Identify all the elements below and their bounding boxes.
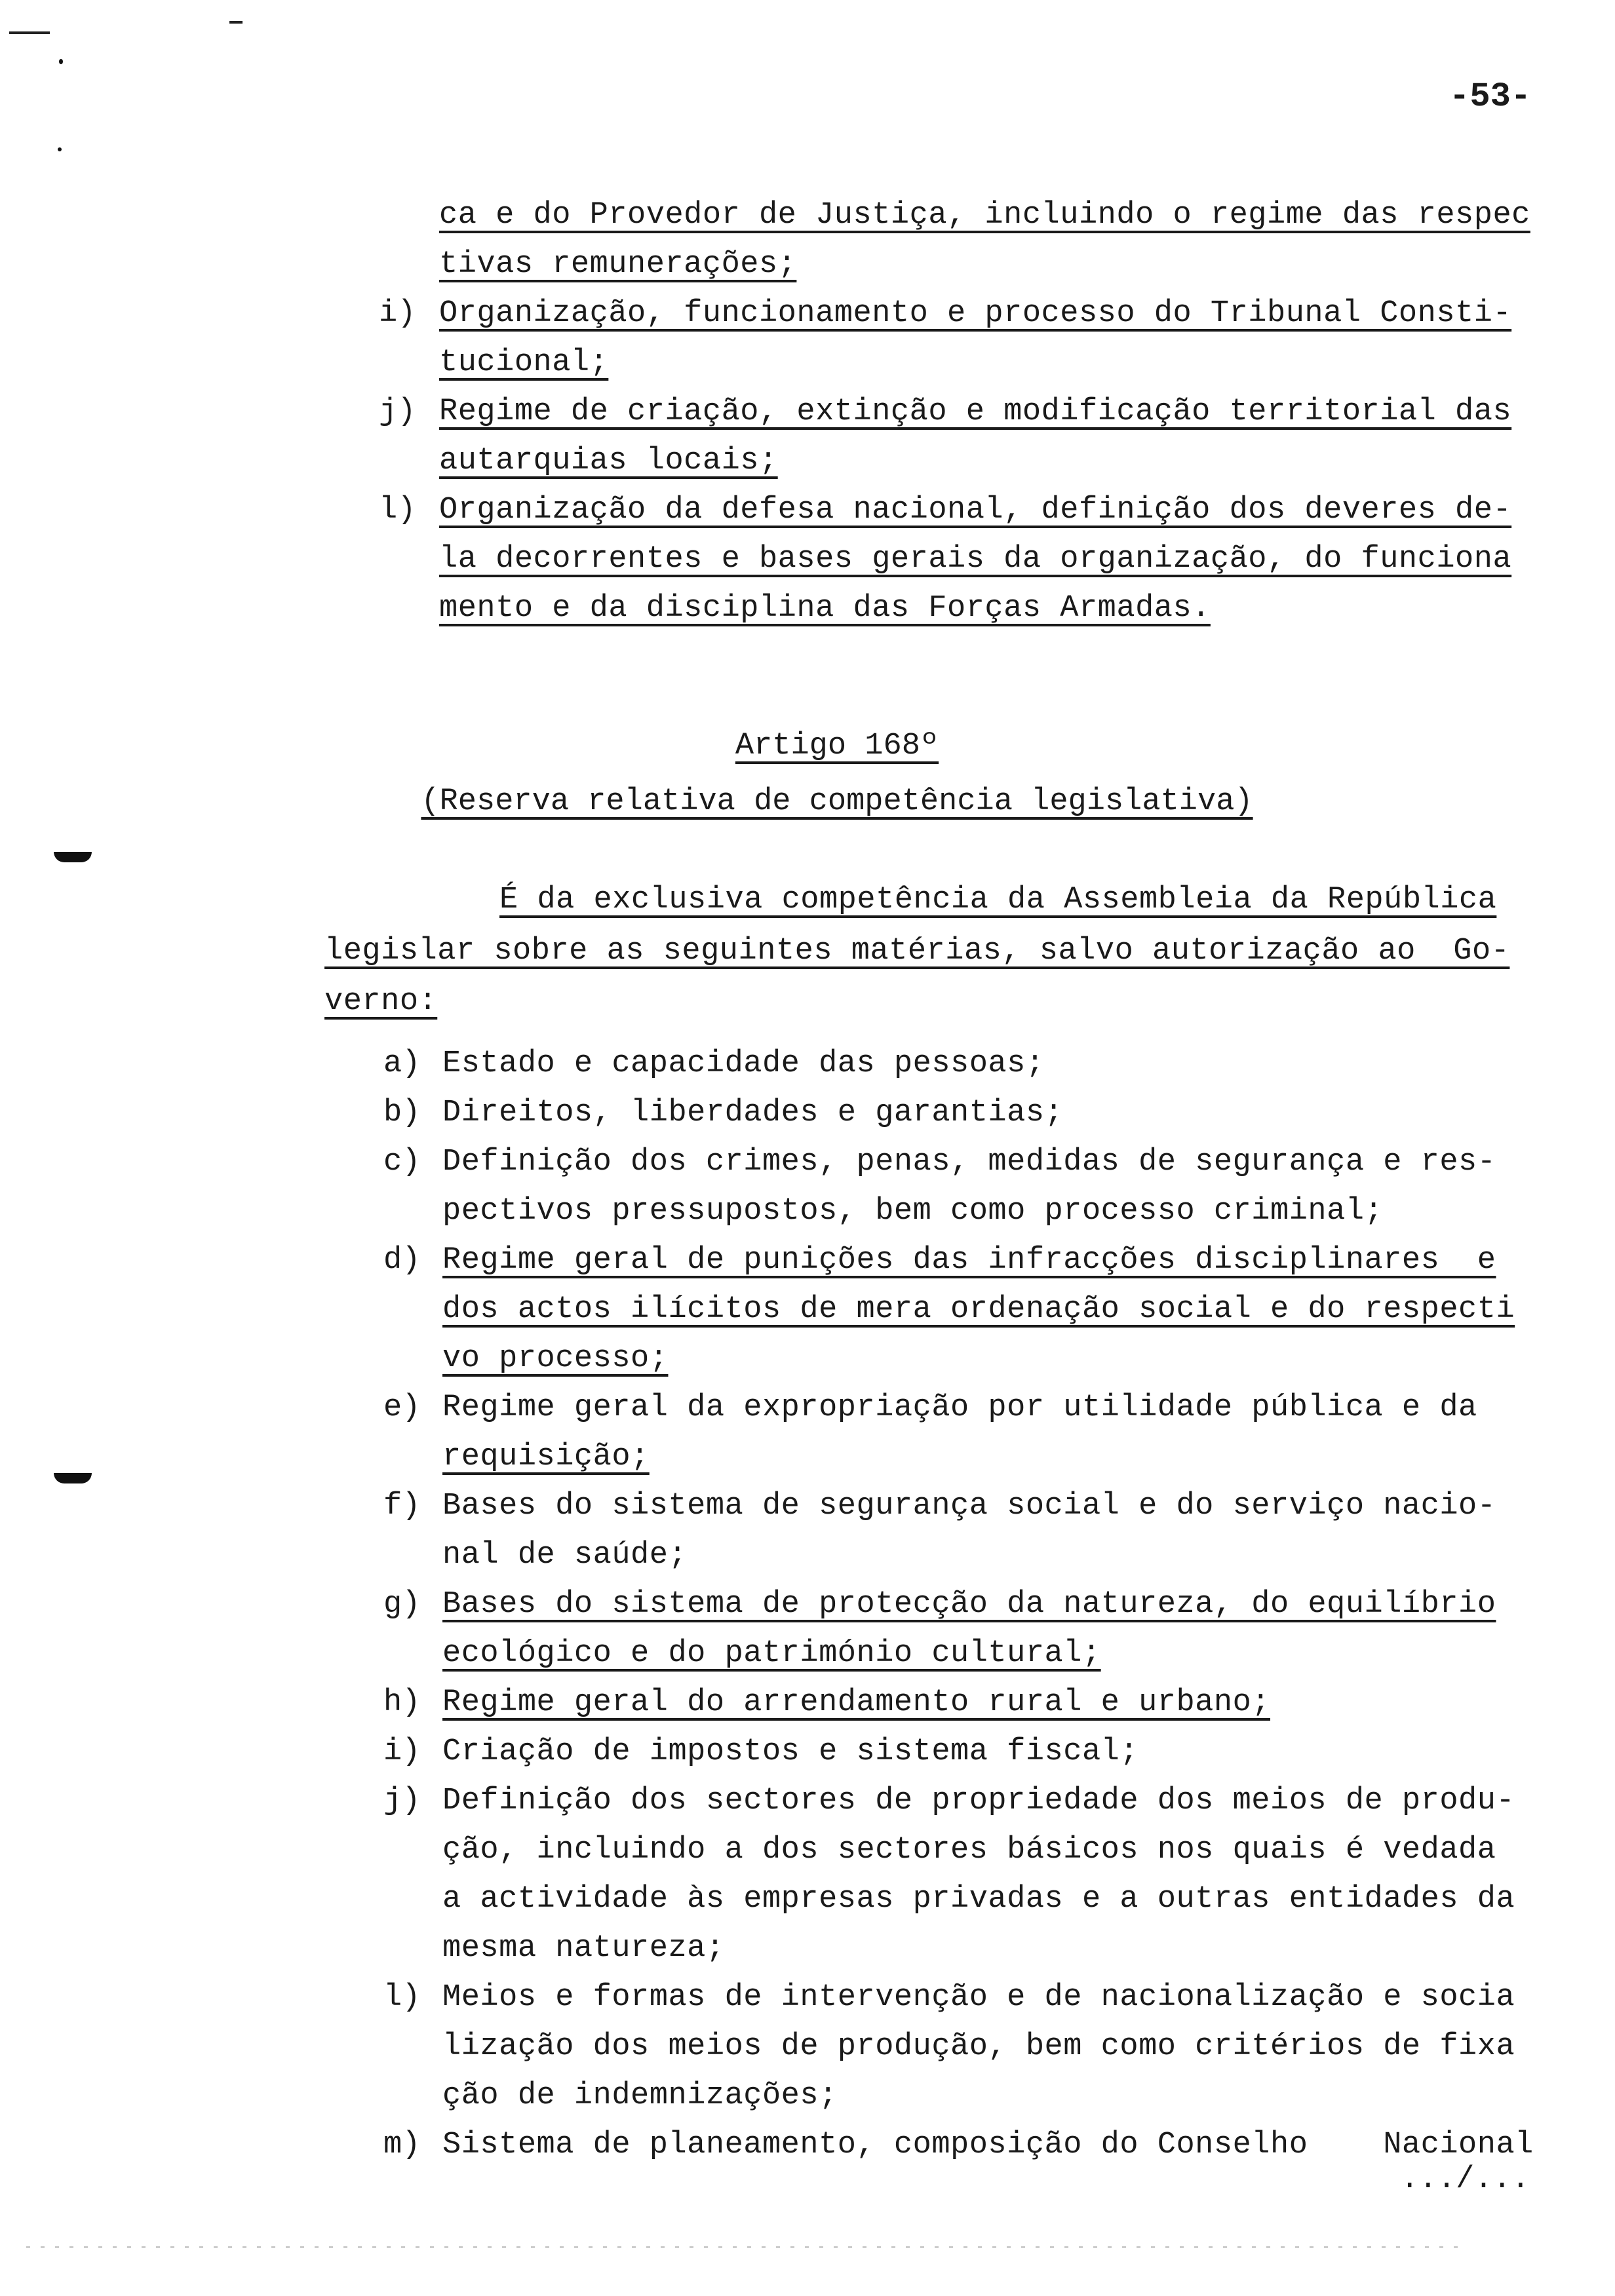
item-line: Estado e capacidade das pessoas;	[442, 1046, 1045, 1081]
intro-line: É da exclusiva competência da Assembleia da República	[499, 883, 1497, 917]
item-line: Bases do sistema de segurança social e do serviço nacio-	[442, 1489, 1496, 1523]
item-line: Definição dos crimes, penas, medidas de segurança e res-	[442, 1145, 1496, 1179]
item-line: Regime geral do arrendamento rural e urbano;	[442, 1685, 1271, 1720]
item-line: ecológico e do património cultural;	[442, 1636, 1101, 1671]
item-line: autarquias locais;	[439, 444, 778, 478]
item-line: Sistema de planeamento, composição do Conselho Nacional	[442, 2128, 1534, 2162]
item-letter: b)	[383, 1096, 421, 1130]
article-subtitle	[0, 786, 1615, 817]
item-line: dos actos ilícitos de mera ordenação social e do respecti	[442, 1292, 1515, 1327]
item-letter: l)	[379, 493, 416, 527]
item-line: a actividade às empresas privadas e a outras entidades da	[442, 1882, 1515, 1917]
scan-mark	[58, 147, 62, 151]
article-title: Artigo 168º	[735, 729, 939, 763]
continuation-marker: .../...	[1400, 2162, 1530, 2197]
item-letter: i)	[383, 1734, 421, 1769]
item-line: mesma natureza;	[442, 1931, 725, 1966]
item-letter: f)	[383, 1489, 421, 1523]
scan-mark	[9, 31, 50, 34]
item-line: ção, incluindo a dos sectores básicos nos quais é vedada	[442, 1833, 1496, 1867]
scan-mark	[59, 59, 63, 64]
item-line: Definição dos sectores de propriedade dos meios de produ-	[442, 1784, 1515, 1818]
item-line: pectivos pressupostos, bem como processo criminal;	[442, 1194, 1384, 1229]
item-line: Criação de impostos e sistema fiscal;	[442, 1734, 1139, 1769]
intro-line: legislar sobre as seguintes matérias, salvo autorização ao Go-	[324, 934, 1510, 968]
item-letter: j)	[379, 394, 416, 429]
continuation-line: tivas remunerações;	[439, 247, 797, 282]
item-line: mento e da disciplina das Forças Armadas.	[439, 591, 1211, 626]
item-line: Direitos, liberdades e garantias;	[442, 1096, 1064, 1130]
article-subtitle-text: (Reserva relativa de competência legislativa)	[421, 784, 1253, 819]
item-line: Regime geral da expropriação por utilidade pública e da	[442, 1390, 1477, 1425]
item-letter: c)	[383, 1145, 421, 1179]
punch-hole-mark	[54, 1473, 92, 1483]
page-number: -53-	[1449, 77, 1531, 116]
item-line: Regime geral de punições das infracções disciplinares e	[442, 1243, 1496, 1278]
scan-noise	[26, 2246, 1468, 2248]
item-letter: e)	[383, 1390, 421, 1425]
item-line: Regime de criação, extinção e modificação territorial das	[439, 394, 1512, 429]
item-line: tucional;	[439, 345, 609, 380]
item-letter: a)	[383, 1046, 421, 1081]
item-line: nal de saúde;	[442, 1538, 688, 1573]
item-line: vo processo;	[442, 1341, 669, 1376]
intro-line	[324, 986, 437, 1017]
item-letter: l)	[383, 1980, 421, 2015]
item-line: ção de indemnizações;	[442, 2078, 838, 2113]
continuation-line: ca e do Provedor de Justiça, incluindo o regime das respec	[439, 198, 1530, 233]
item-letter: d)	[383, 1243, 421, 1278]
item-letter: m)	[383, 2128, 421, 2162]
item-line: Organização, funcionamento e processo do Tribunal Consti-	[439, 296, 1512, 331]
item-line: Meios e formas de intervenção e de nacionalização e socia	[442, 1980, 1515, 2015]
item-letter: j)	[383, 1784, 421, 1818]
intro-line-text: verno:	[324, 984, 438, 1019]
punch-hole-mark	[54, 852, 92, 862]
item-line: Organização da defesa nacional, definição dos deveres de-	[439, 493, 1512, 527]
item-line: lização dos meios de produção, bem como critérios de fixa	[442, 2029, 1515, 2064]
item-letter: i)	[379, 296, 416, 331]
item-letter: h)	[383, 1685, 421, 1720]
item-letter: g)	[383, 1587, 421, 1622]
item-line: requisição;	[442, 1440, 650, 1474]
item-line: Bases do sistema de protecção da natureza, do equilíbrio	[442, 1587, 1496, 1622]
item-line: la decorrentes e bases gerais da organização, do funciona	[439, 542, 1512, 577]
scan-mark	[229, 21, 243, 24]
